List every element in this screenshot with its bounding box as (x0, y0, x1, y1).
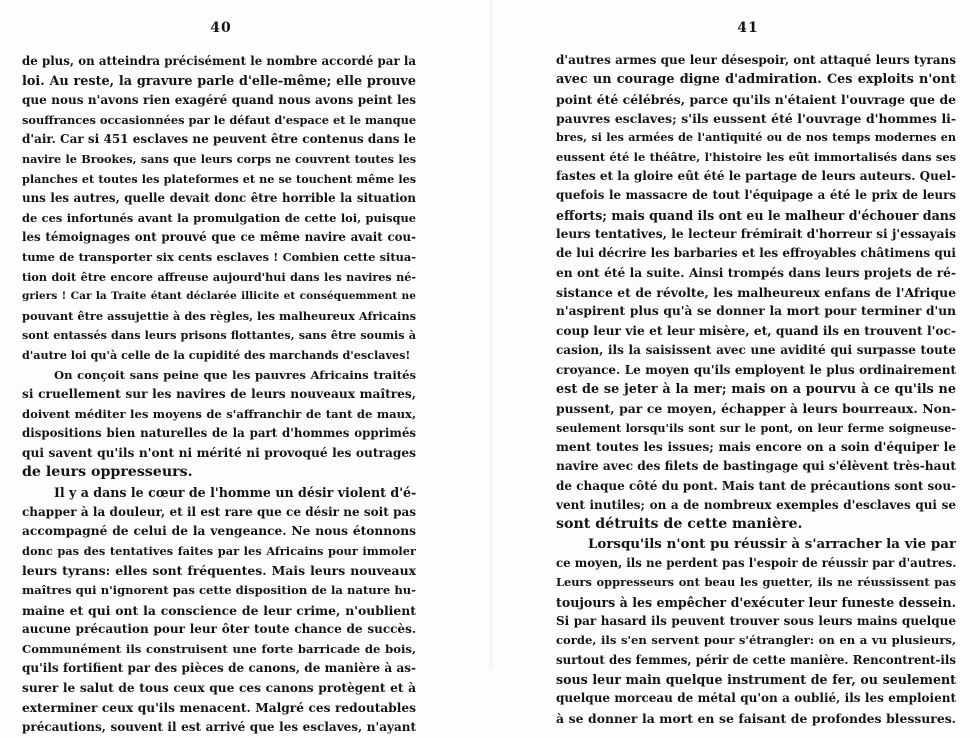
text-line: bres, si les armées de l'antiquité ou de nos temps modernes en (556, 130, 956, 145)
text-line: croyance. Le moyen qu'ils employent le plus ordinairement (556, 362, 956, 377)
right-page-number: 41 (737, 20, 759, 36)
text-line: qu'ils fortifient par des pièces de canons, de manière à as- (22, 661, 416, 676)
text-line: loi. Au reste, la gravure parle d'elle-même; elle prouve (22, 73, 416, 89)
text-line: On conçoit sans peine que les pauvres Africains traités (54, 367, 416, 382)
text-line: planches et toutes les plateformes et ne se touchent même les (22, 171, 416, 186)
text-line: n'aspirent plus qu'à se donner la mort pour terminer d'un (556, 304, 956, 319)
text-line: quefois le massacre de tout l'équipage a été le prix de leurs (556, 188, 956, 203)
left-page-text (22, 52, 416, 738)
text-line: si cruellement sur les navires de leurs nouveaux maîtres, (22, 387, 416, 402)
text-line: corde, ils s'en servent pour s'étrangler: on en a vu plusieurs, (556, 633, 956, 648)
text-line: pussent, par ce moyen, échapper à leurs bourreaux. Non- (556, 401, 956, 417)
text-line: doivent méditer les moyens de s'affranchir de tant de maux, (22, 406, 416, 421)
text-line: accompagné de celui de la vengeance. Ne nous étonnons (22, 524, 416, 539)
left-page-number: 40 (210, 20, 232, 36)
text-line: vent inutiles; on a de nombreux exemples d'esclaves qui se (556, 497, 956, 512)
text-line: les témoignages ont prouvé que ce même navire avait cou- (22, 230, 416, 245)
text-line: donc pas des tentatives faites par les Africains pour immoler (22, 543, 416, 558)
text-line: ce moyen, ils ne perdent pas l'espoir de réussir par d'autres. (556, 555, 956, 570)
text-line: de ces infortunés avant la promulgation de cette loi, puisque (22, 210, 416, 225)
text-line: griers ! Car la Traite étant déclarée illicite et conséquemment ne (22, 290, 416, 303)
text-line: précautions, souvent il est arrivé que les esclaves, n'ayant (22, 720, 416, 735)
text-line: sont détruits de cette manière. (556, 516, 803, 533)
text-line: d'autre loi qu'à celle de la cupidité des marchands d'esclaves! (22, 347, 411, 362)
text-line: eussent été le théâtre, l'histoire les eût immortalisés dans ses (556, 149, 956, 164)
text-line: est de se jeter à la mer; mais on a pourvu à ce qu'ils ne (556, 381, 956, 397)
text-line: surer le salut de tous ceux que ces canons protègent et à (22, 681, 416, 695)
text-line: d'air. Car si 451 esclaves ne peuvent être contenus dans le (22, 132, 416, 147)
left-page (22, 0, 416, 735)
text-line: sous leur main quelque instrument de fer, ou seulement (556, 672, 956, 687)
text-line: pouvant être assujettie à des règles, les malheureux Africains (22, 308, 416, 323)
text-line: de chaque côté du pont. Mais tant de précautions sont sou- (556, 478, 956, 493)
right-page-text (556, 51, 956, 728)
right-page (556, 0, 956, 726)
text-line: ment toutes les issues; mais encore on a soin d'équiper le (556, 439, 956, 454)
text-line: tume de transporter six cents esclaves ! Combien cette situa- (22, 249, 416, 264)
text-line: surtout des femmes, périr de cette manière. Rencontrent-ils (556, 652, 956, 667)
text-line: de leurs oppresseurs. (22, 464, 193, 481)
text-line: Il y a dans le cœur de l'homme un désir violent d'é- (54, 485, 416, 501)
text-line: Si par hasard ils peuvent trouver sous leurs mains quelque (556, 613, 956, 628)
text-line: dispositions bien naturelles de la part d'hommes opprimés (22, 426, 416, 441)
book-gutter (488, 0, 494, 670)
text-line: pauvres esclaves; s'ils eussent été l'ouvrage d'hommes li- (556, 111, 956, 127)
text-line: uns les autres, quelle devait donc être horrible la situation (22, 191, 416, 206)
text-line: avec un courage digne d'admiration. Ces exploits n'ont (556, 72, 956, 88)
text-line: aucune précaution pour leur ôter toute chance de succès. (22, 622, 416, 637)
text-line: Communément ils construisent une forte barricade de bois, (22, 641, 416, 656)
text-line: leurs tentatives, le lecteur frémirait d'horreur si j'essayais (556, 227, 956, 242)
text-line: à se donner la mort en se faisant de profondes blessures. (556, 710, 956, 726)
text-line: tion doit être encore affreuse aujourd'hui dans les navires né- (22, 269, 416, 284)
text-line: navire avec des filets de bastingage qui s'élèvent très-haut (556, 459, 956, 474)
text-line: fastes et la gloire eût été le partage de leurs auteurs. Quel- (556, 169, 956, 184)
text-line: Leurs oppresseurs ont beau les guetter, ils ne réussissent pas (556, 575, 956, 590)
text-line: navire le Brookes, sans que leurs corps ne couvrent toutes les (22, 151, 416, 166)
text-line: casion, ils la saisissent avec une avidité qui surpasse toute (556, 343, 956, 358)
text-line: chapper à la douleur, et il est rare que ce désir ne soit pas (22, 504, 416, 519)
text-line: sont entassés dans leurs prisons flottantes, sans être soumis à (22, 328, 416, 343)
text-line: maine et qui ont la conscience de leur crime, n'oublient (22, 602, 416, 618)
text-line: qui savent qu'ils n'ont ni mérité ni provoqué les outrages (22, 445, 416, 460)
text-line: efforts; mais quand ils ont eu le malheur d'échouer dans (556, 207, 956, 223)
text-line: de plus, on atteindra précisément le nombre accordé par la (22, 54, 416, 68)
text-line: souffrances occasionnées par le défaut d'espace et le manque (22, 112, 416, 127)
text-line: coup leur vie et leur misère, et, quand ils en trouvent l'oc- (556, 323, 956, 338)
text-line: seulement lorsqu'ils sont sur le pont, on leur ferme soigneuse- (556, 420, 956, 435)
text-line: en ont été la suite. Ainsi trompés dans leurs projets de ré- (556, 265, 956, 280)
text-line: quelque morceau de métal qu'on a oublié, ils les emploient (556, 691, 956, 706)
text-line: d'autres armes que leur désespoir, ont attaqué leurs tyrans (556, 53, 956, 67)
text-line: sistance et de révolte, les malheureux enfans de l'Afrique (556, 285, 956, 301)
text-line: exterminer ceux qu'ils menacent. Malgré ces redoutables (22, 700, 416, 715)
text-line: de lui décrire les barbaries et les effroyables châtimens qui (556, 246, 956, 261)
text-line: point été célébrés, parce qu'ils n'étaient l'ouvrage que de (556, 91, 956, 107)
text-line: Lorsqu'ils n'ont pu réussir à s'arracher la vie par (588, 535, 956, 552)
text-line: leurs tyrans: elles sont fréquentes. Mais leurs nouveaux (22, 563, 416, 579)
text-line: toujours à les empêcher d'exécuter leur funeste dessein. (556, 594, 956, 610)
text-line: maîtres qui n'ignorent pas cette disposition de la nature hu- (22, 583, 416, 598)
text-line: que nous n'avons rien exagéré quand nous avons peint les (22, 93, 416, 108)
